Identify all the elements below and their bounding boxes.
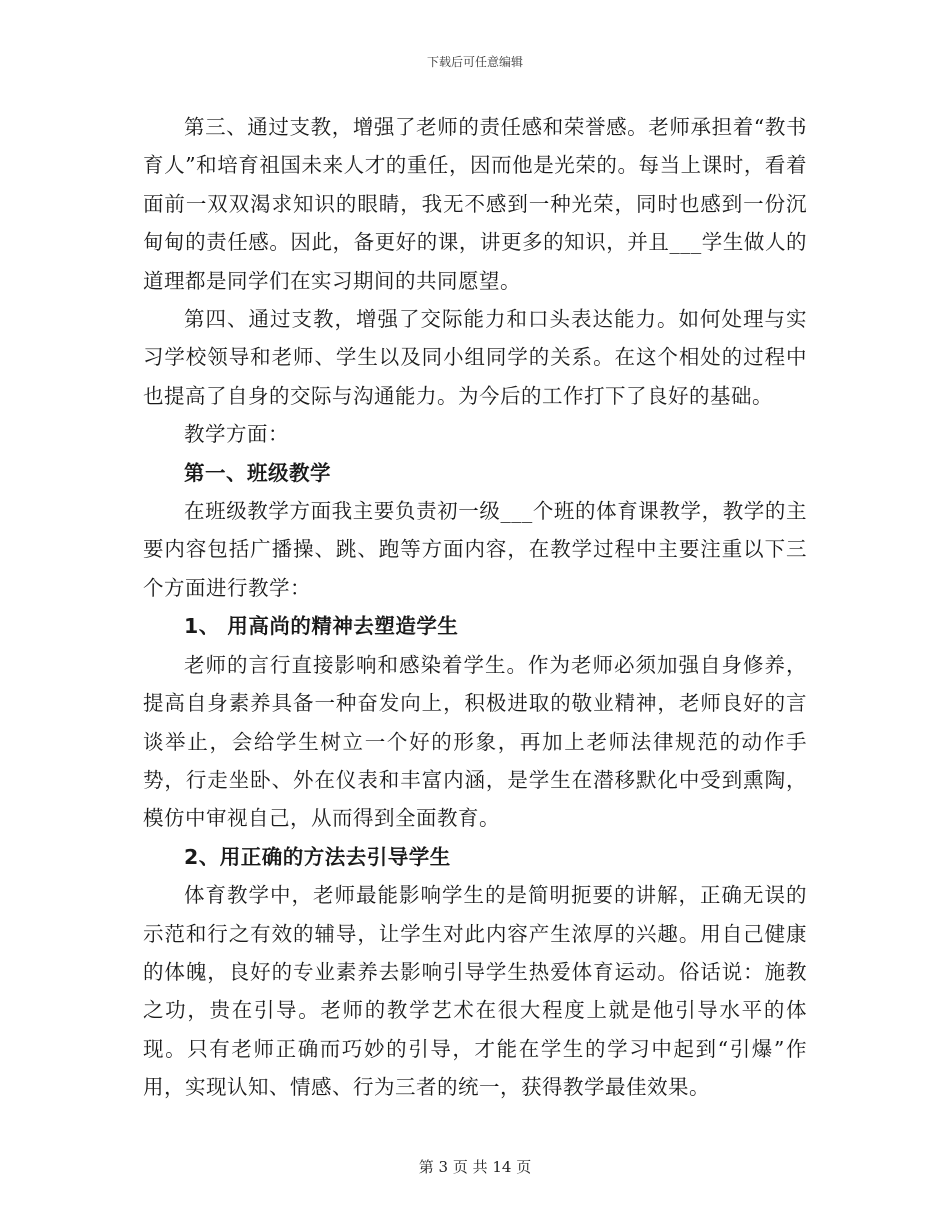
page-number: 第 3 页 共 14 页 xyxy=(418,1158,532,1176)
paragraph-teaching-aspect: 教学方面： xyxy=(184,422,289,447)
paragraph-third-point: 第三、通过支教，增强了老师的责任感和荣誉感。老师承担着“教书育人”和培育祖国未来人才的重任，因而他是光荣的。每当上课时，看着面前一双双渴求知识的眼睛，我无不感到一种光荣，同时也感到一份沉甸甸的责任感。因此，备更好的课，讲更多的知识，并且___学生做人的道理都是同学们在实习期间的共同愿望。 xyxy=(143,115,807,293)
paragraph-class-teaching: 在班级教学方面我主要负责初一级___个班的体育课教学，教学的主要内容包括广播操、跳、跑等方面内容，在教学过程中主要注重以下三个方面进行教学： xyxy=(143,499,807,600)
heading-class-teaching: 第一、班级教学 xyxy=(184,460,331,485)
paragraph-noble-spirit: 老师的言行直接影响和感染着学生。作为老师必须加强自身修养，提高自身素养具备一种奋发向上，积极进取的敬业精神，老师良好的言谈举止，会给学生树立一个好的形象，再加上老师法律规范的动作手势，行走坐卧、外在仪表和丰富内涵，是学生在潜移默化中受到熏陶，模仿中审视自己，从而得到全面教育。 xyxy=(143,652,807,831)
paragraph-fourth-point: 第四、通过支教，增强了交际能力和口头表达能力。如何处理与实习学校领导和老师、学生以及同小组同学的关系。在这个相处的过程中也提高了自身的交际与沟通能力。为今后的工作打下了良好的基础。 xyxy=(143,307,807,408)
heading-correct-method: 2、用正确的方法去引导学生 xyxy=(184,844,451,869)
document-body xyxy=(143,108,807,1107)
page-header: 下载后可任意编辑 xyxy=(426,55,523,69)
heading-noble-spirit: 1、 用高尚的精神去塑造学生 xyxy=(184,614,459,639)
paragraph-correct-method: 体育教学中，老师最能影响学生的是简明扼要的讲解，正确无误的示范和行之有效的辅导，让学生对此内容产生浓厚的兴趣。用自己健康的体魄，良好的专业素养去影响引导学生热爱体育运动。俗话说：施教之功，贵在引导。老师的教学艺术在很大程度上就是他引导水平的体现。只有老师正确而巧妙的引导，才能在学生的学习中起到“引爆”作用，实现认知、情感、行为三者的统一，获得教学最佳效果。 xyxy=(143,883,807,1100)
